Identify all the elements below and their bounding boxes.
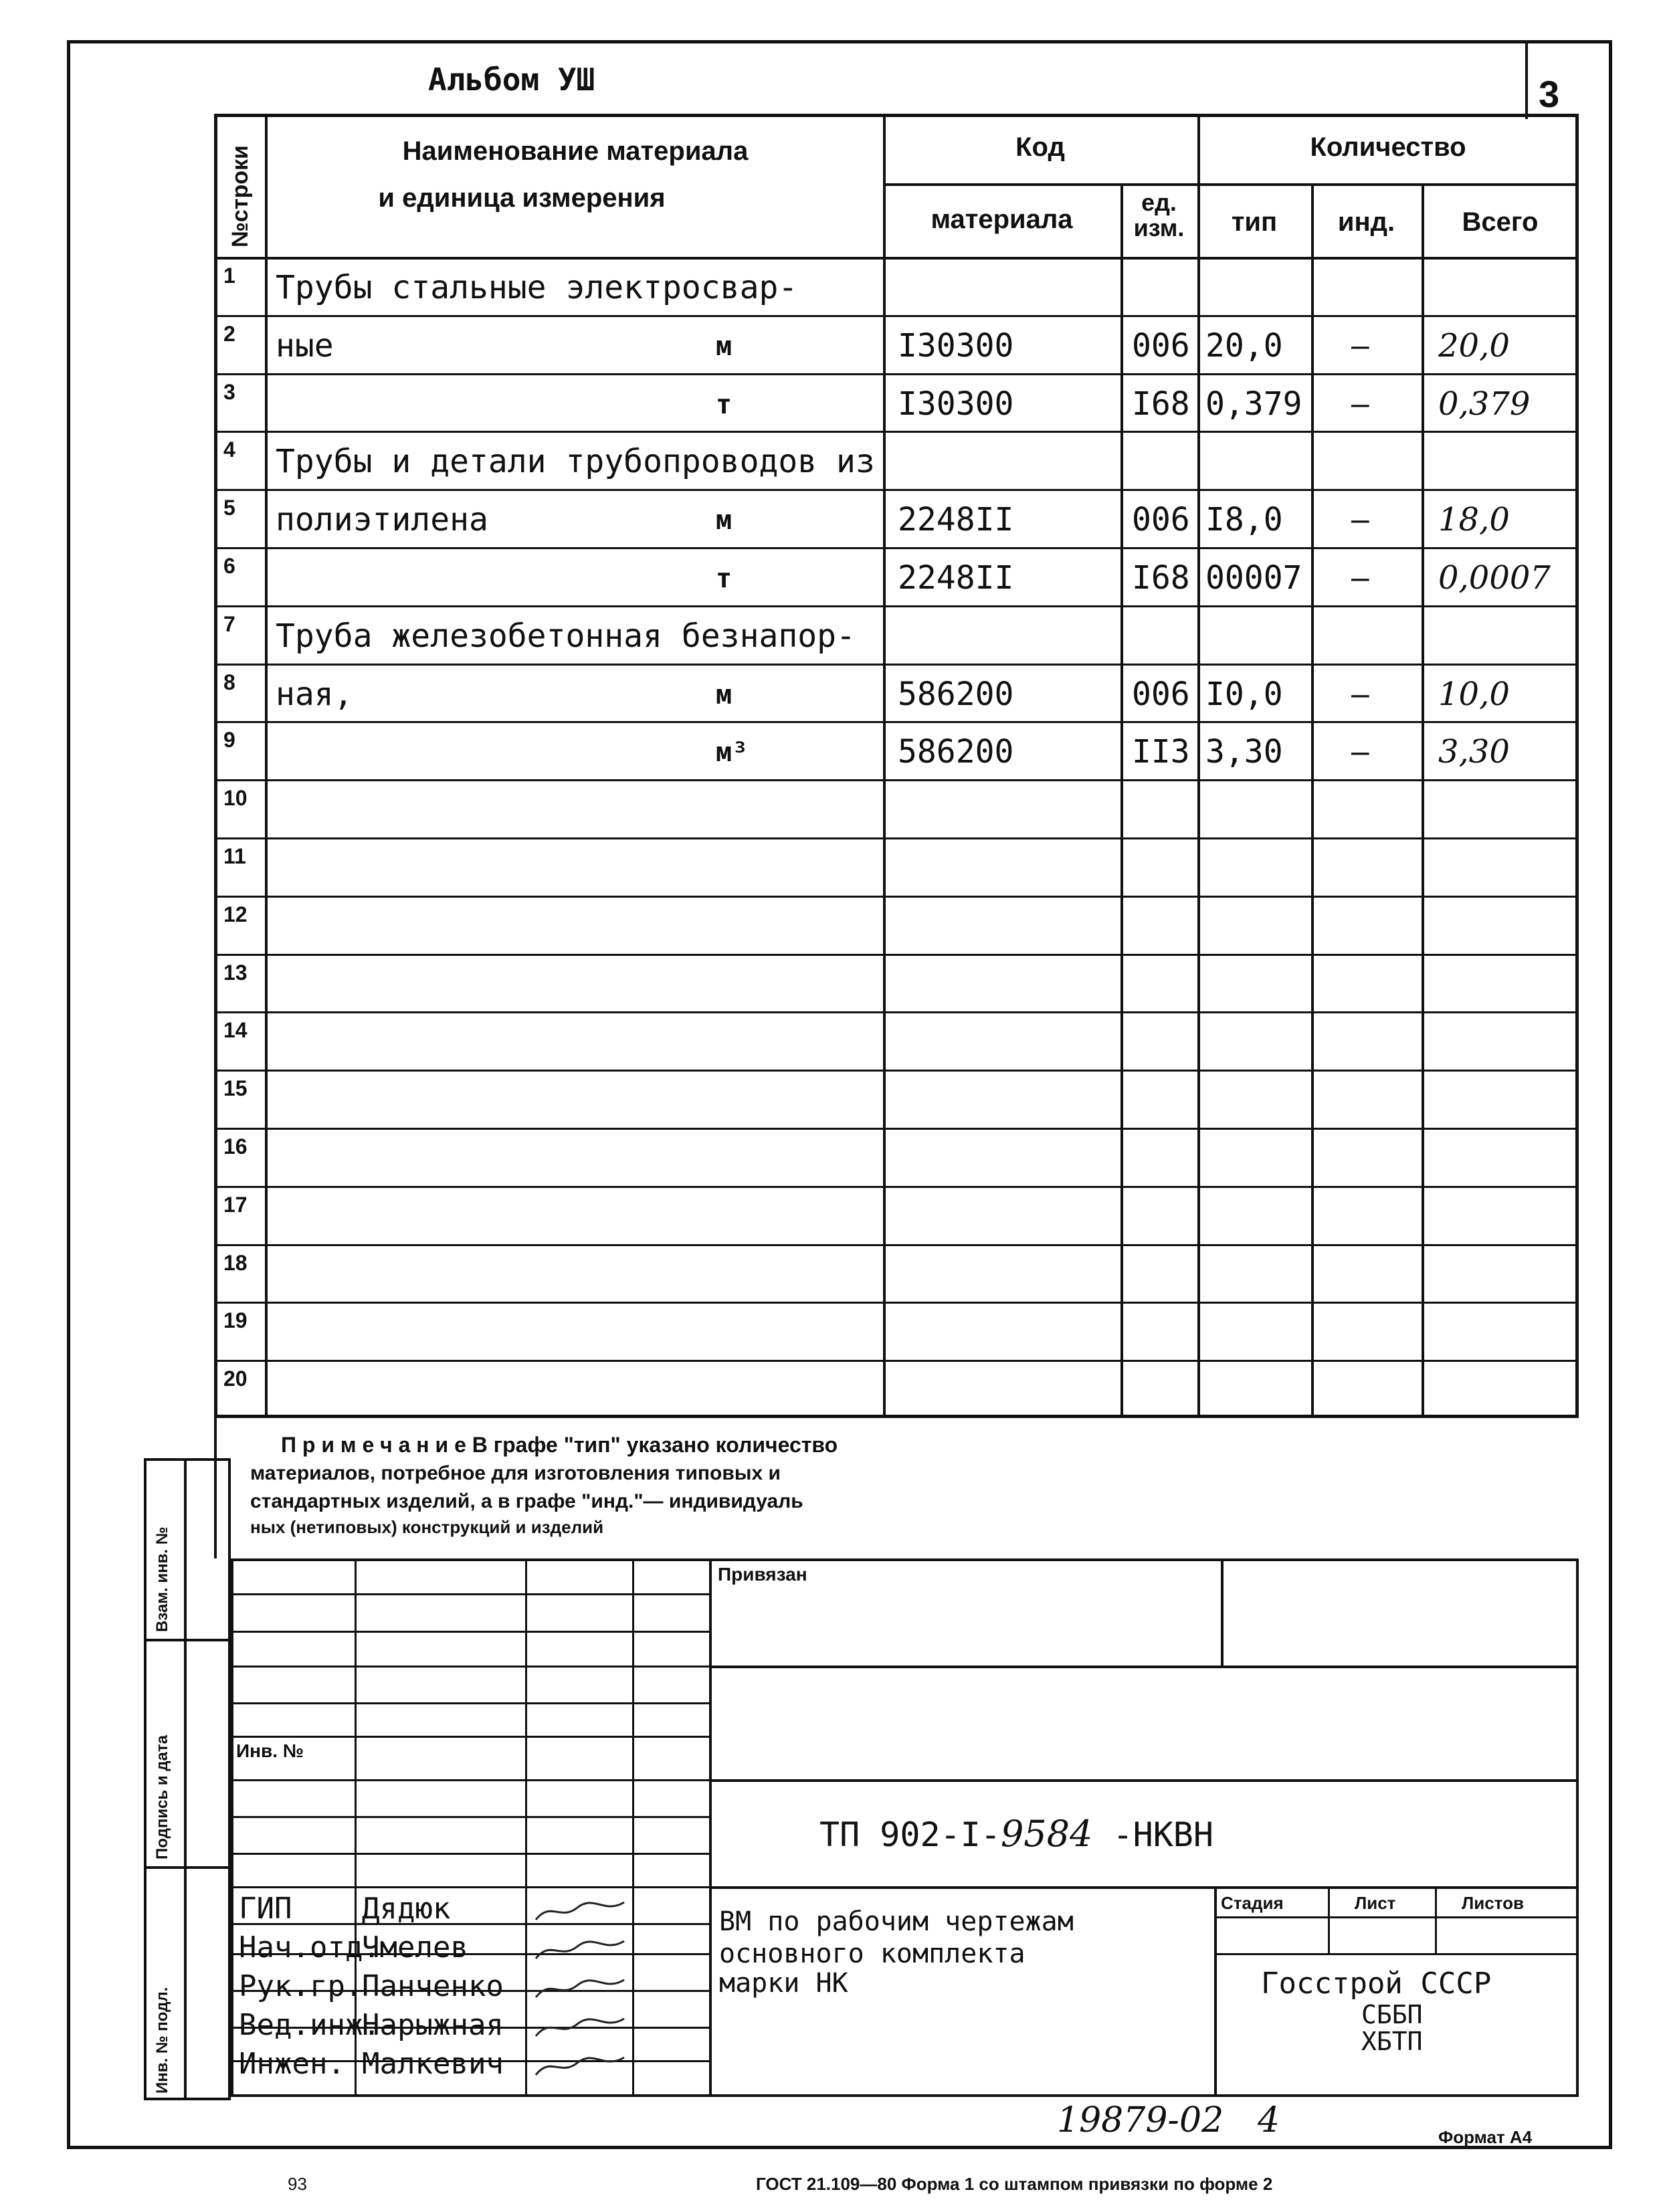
stage-div1 <box>1328 1886 1330 1953</box>
row-unit-code: 006 <box>1132 501 1190 539</box>
row-number: 2 <box>223 321 235 346</box>
doc-code <box>819 1813 1213 1855</box>
stamp-row-divider <box>231 1736 709 1738</box>
table-border <box>214 114 1579 1418</box>
row-material-name: Трубы стальные электросвар- <box>276 269 798 306</box>
footer-gost: ГОСТ 21.109—80 Форма 1 со штампом привязки по форме 2 <box>756 2174 1273 2194</box>
sheet-number-divider <box>1525 41 1528 119</box>
row-qty-total: 0,379 <box>1438 385 1531 423</box>
row-qty-ind: – <box>1351 734 1369 770</box>
header-code-material: материала <box>931 205 1073 234</box>
row-number: 11 <box>223 844 246 868</box>
row-divider <box>214 489 1579 491</box>
row-qty-total: 0,0007 <box>1438 559 1551 597</box>
stamp-col3 <box>632 1559 634 2097</box>
col-divider-name <box>883 114 886 1418</box>
stamp-row-divider <box>231 1666 709 1668</box>
row-material-code: 2248II <box>898 559 1014 597</box>
row-divider <box>214 954 1579 956</box>
row-number: 8 <box>223 670 235 694</box>
header-name-line2: и единица измерения <box>378 183 666 213</box>
side-strip <box>144 1458 231 2100</box>
side-label-inv-podl: Инв. № подл. <box>153 1987 171 2094</box>
row-qty-type: 00007 <box>1205 559 1302 597</box>
row-unit-code: I68 <box>1132 559 1190 597</box>
stamp-col4 <box>709 1559 712 2097</box>
stamp-row-divider <box>231 1702 709 1704</box>
stamp-col2 <box>525 1559 527 2097</box>
side-label-vzam: Взам. инв. № <box>153 1526 171 1632</box>
row-number: 20 <box>223 1367 248 1391</box>
row-qty-type: I8,0 <box>1205 501 1283 539</box>
note-line4: ных (нетиповых) конструкций и изделий <box>250 1517 604 1537</box>
row-number: 4 <box>223 437 235 462</box>
album-title: Альбом УШ <box>428 62 595 98</box>
header-quantity: Количество <box>1310 132 1466 162</box>
row-unit: м³ <box>716 737 749 769</box>
stamp-row-divider <box>231 1923 709 1925</box>
stamp-row-divider <box>231 1593 709 1595</box>
title-line1: ВМ по рабочим чертежам <box>719 1906 1074 1937</box>
header-row-no: №строки <box>227 145 253 247</box>
signer-role: Вед.инж. <box>239 2008 381 2042</box>
signer-name: Дядюк <box>362 1892 451 1926</box>
signer-role: Нач.отд. <box>239 1930 381 1965</box>
row-divider <box>214 1302 1579 1304</box>
row-unit-code: I68 <box>1132 385 1190 423</box>
note-line1: П р и м е ч а н и е В графе "тип" указано количество <box>281 1433 838 1457</box>
row-number: 3 <box>223 379 235 404</box>
org-line3: ХБТП <box>1361 2027 1423 2056</box>
org-line1: Госстрой СССР <box>1261 1967 1492 2001</box>
row-material-code: I30300 <box>898 385 1014 423</box>
row-unit-code: 006 <box>1132 675 1190 713</box>
row-unit: м <box>716 505 733 536</box>
title-line3: марки НК <box>719 1968 848 1999</box>
side-strip-sep1 <box>144 1639 231 1641</box>
row-number: 9 <box>223 728 235 752</box>
row-number: 18 <box>223 1250 248 1275</box>
row-material-name: ные <box>276 326 334 365</box>
side-strip-sep2 <box>144 1866 231 1869</box>
doc-code-suffix: -НКВН <box>1112 1815 1213 1854</box>
stadiya-label: Стадия <box>1221 1893 1284 1913</box>
row-qty-type: 0,379 <box>1205 385 1302 423</box>
note-line3: стандартных изделий, а в графе "инд."— индивидуаль <box>250 1490 803 1512</box>
row-qty-total: 20,0 <box>1438 326 1510 365</box>
privyazan-bottom <box>709 1666 1579 1668</box>
note-line2: материалов, потребное для изготовления типовых и <box>250 1462 781 1484</box>
sheet-number: 3 <box>1539 73 1560 115</box>
row-divider <box>214 1070 1579 1072</box>
stamp-row-divider <box>231 1631 709 1633</box>
header-subdivider <box>883 183 1579 186</box>
row-divider <box>214 1244 1579 1246</box>
row-qty-total: 10,0 <box>1438 675 1510 713</box>
row-qty-type: 20,0 <box>1205 326 1283 365</box>
row-material-name: полиэтилена <box>276 501 488 539</box>
row-divider <box>214 547 1579 549</box>
row-number: 14 <box>223 1018 248 1043</box>
stamp-row-divider <box>231 1853 709 1855</box>
header-bottom <box>214 257 1579 260</box>
row-qty-ind: – <box>1351 385 1369 421</box>
listov-label: Листов <box>1462 1893 1524 1913</box>
note-block <box>214 1418 1579 1559</box>
row-number: 19 <box>223 1308 248 1333</box>
header-qty-type: тип <box>1231 207 1278 237</box>
signer-name: Чмелев <box>362 1930 468 1965</box>
privyazan-label: Привязан <box>718 1564 807 1585</box>
header-qty-ind: инд. <box>1337 207 1395 237</box>
doc-code-number: 9584 <box>1000 1813 1093 1855</box>
header-unit-2: изм. <box>1133 214 1185 241</box>
row-number: 5 <box>223 496 235 520</box>
row-unit-code: II3 <box>1132 733 1190 771</box>
signer-role: Инжен. <box>239 2047 345 2081</box>
signature-scribble <box>530 2011 631 2044</box>
row-material-code: 586200 <box>898 675 1014 713</box>
signature-scribble <box>530 1972 631 2005</box>
signer-role: Рук.гр. <box>239 1969 363 2003</box>
row-number: 15 <box>223 1076 248 1101</box>
row-unit: т <box>716 563 733 594</box>
row-number: 17 <box>223 1192 248 1217</box>
stamp-row-divider <box>231 1886 709 1888</box>
org-line2: СББП <box>1361 2000 1423 2029</box>
inv-no-label: Инв. № <box>236 1740 304 1761</box>
col-divider-code <box>1120 183 1123 1418</box>
stamp-row-divider <box>231 1816 709 1818</box>
doc-code-prefix: ТП 902-I- <box>819 1815 1001 1854</box>
side-strip-divider <box>184 1458 187 2100</box>
row-divider <box>214 664 1579 666</box>
row-divider <box>214 837 1579 839</box>
row-material-name: ная, <box>276 675 353 713</box>
row-material-code: 586200 <box>898 733 1014 771</box>
materials-table <box>214 114 1579 1418</box>
row-unit: м <box>716 679 733 710</box>
title-line2: основного комплекта <box>719 1938 1026 1969</box>
code-bottom <box>709 1886 1579 1889</box>
title-stamp <box>231 1559 1579 2097</box>
row-unit: т <box>716 389 733 420</box>
col-divider-rownum <box>265 114 268 1418</box>
signer-name: Панченко <box>362 1969 504 2003</box>
signer-role: ГИП <box>239 1892 292 1926</box>
row-divider <box>214 373 1579 375</box>
code-top <box>709 1779 1579 1782</box>
row-qty-ind: – <box>1351 560 1369 595</box>
col-divider-unit <box>1197 114 1200 1418</box>
row-qty-ind: – <box>1351 676 1369 712</box>
row-number: 16 <box>223 1134 248 1159</box>
row-divider <box>214 779 1579 781</box>
stage-header-bottom <box>1214 1916 1579 1918</box>
row-number: 13 <box>223 960 248 985</box>
col-divider-type <box>1311 183 1314 1418</box>
row-divider <box>214 1186 1579 1188</box>
row-qty-type: 3,30 <box>1205 733 1283 771</box>
row-divider <box>214 605 1579 607</box>
row-material-name: Трубы и детали трубопроводов из <box>276 443 875 481</box>
row-number: 1 <box>223 264 235 288</box>
stage-values-bottom <box>1214 1953 1579 1955</box>
row-qty-type: I0,0 <box>1205 675 1283 713</box>
signature-scribble <box>530 2049 631 2083</box>
header-code: Код <box>1015 132 1065 162</box>
col-divider-ind <box>1422 183 1424 1418</box>
row-number: 7 <box>223 611 235 636</box>
row-divider <box>214 1128 1579 1130</box>
side-label-podpis: Подпись и дата <box>153 1735 171 1859</box>
signature-scribble <box>530 1894 631 1928</box>
row-qty-total: 3,30 <box>1438 733 1510 771</box>
row-divider <box>214 1011 1579 1013</box>
row-qty-ind: – <box>1351 502 1369 538</box>
row-divider <box>214 896 1579 898</box>
format-label: Формат А4 <box>1438 2127 1533 2147</box>
privyazan-divider <box>1221 1559 1224 1666</box>
row-number: 6 <box>223 554 235 578</box>
row-number: 10 <box>223 786 248 811</box>
row-divider <box>214 315 1579 317</box>
header-unit-1: ед. <box>1141 189 1177 216</box>
archive-sheet: 4 <box>1258 2100 1280 2140</box>
row-divider <box>214 1360 1579 1362</box>
signer-name: Малкевич <box>362 2047 504 2081</box>
row-material-code: I30300 <box>898 326 1014 365</box>
stage-div2 <box>1435 1886 1437 1953</box>
row-divider <box>214 431 1579 433</box>
row-unit-code: 006 <box>1132 326 1190 365</box>
row-number: 12 <box>223 902 248 926</box>
row-qty-ind: – <box>1351 327 1369 363</box>
row-qty-total: 18,0 <box>1438 501 1510 539</box>
row-divider <box>214 721 1579 723</box>
header-name-line1: Наименование материала <box>402 136 749 166</box>
signature-scribble <box>530 1933 631 1967</box>
header-qty-total: Всего <box>1462 207 1539 237</box>
row-unit: м <box>716 330 733 362</box>
stamp-row-divider <box>231 1779 709 1781</box>
row-material-code: 2248II <box>898 501 1014 539</box>
list-label: Лист <box>1355 1893 1396 1913</box>
signer-name: Нарыжная <box>362 2008 504 2042</box>
row-material-name: Труба железобетонная безнапор- <box>276 617 856 655</box>
archive-number: 19879-02 <box>1057 2100 1224 2140</box>
footer-left: 93 <box>288 2174 307 2194</box>
